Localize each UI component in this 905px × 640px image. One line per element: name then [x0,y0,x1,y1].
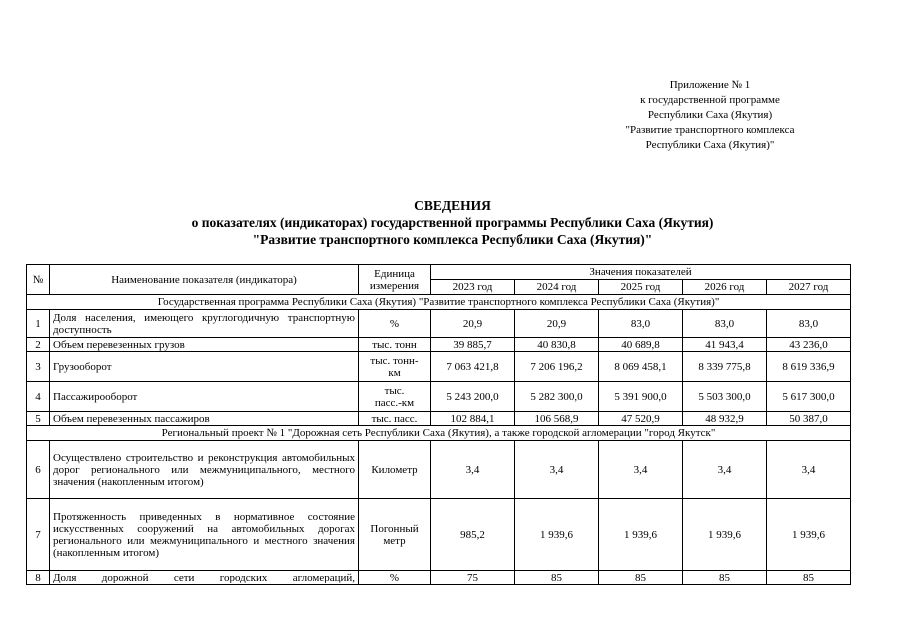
table-row [27,412,851,426]
appendix-line: к государственной программе [640,94,780,106]
row-name: Доля населения, имеющего круглогодичную транспортную доступность [50,310,359,338]
row-value: 85 [683,571,767,585]
row-value: 50 387,0 [767,412,851,426]
row-value: 8 069 458,1 [599,352,683,382]
row-value: 8 339 775,8 [683,352,767,382]
row-name: Грузооборот [50,352,359,382]
section-row [27,295,851,310]
row-value: 5 391 900,0 [599,382,683,412]
header-values: Значения показателей [431,265,851,280]
document-title [0,197,905,248]
appendix-line: Республики Саха (Якутия)" [645,139,775,151]
row-value: 1 939,6 [599,499,683,571]
row-value: 47 520,9 [599,412,683,426]
row-value: 102 884,1 [431,412,515,426]
row-value: 40 689,8 [599,338,683,352]
row-unit: Километр [359,441,431,499]
row-num: 7 [27,499,50,571]
header-year: 2023 год [431,280,515,295]
appendix-block [560,78,860,153]
row-value: 5 503 300,0 [683,382,767,412]
table-row [27,499,851,571]
header-year: 2025 год [599,280,683,295]
row-value: 41 943,4 [683,338,767,352]
row-value: 5 282 300,0 [515,382,599,412]
row-value: 75 [431,571,515,585]
row-value: 43 236,0 [767,338,851,352]
row-value: 8 619 336,9 [767,352,851,382]
row-num: 2 [27,338,50,352]
row-value: 7 206 196,2 [515,352,599,382]
row-value: 3,4 [767,441,851,499]
row-value: 5 243 200,0 [431,382,515,412]
row-value: 1 939,6 [767,499,851,571]
row-num: 1 [27,310,50,338]
section-title: Государственная программа Республики Саха (Якутия) "Развитие транспортного комплекса Республики Саха (Якутия)" [27,295,851,310]
row-unit: Погонный метр [359,499,431,571]
row-value: 3,4 [683,441,767,499]
row-value: 20,9 [515,310,599,338]
table-row [27,382,851,412]
row-name: Пассажирооборот [50,382,359,412]
row-value: 3,4 [599,441,683,499]
row-unit: % [359,571,431,585]
row-unit: % [359,310,431,338]
appendix-line: Приложение № 1 [669,79,751,91]
row-value: 5 617 300,0 [767,382,851,412]
row-value: 7 063 421,8 [431,352,515,382]
row-unit: тыс. пасс. [359,412,431,426]
row-value: 1 939,6 [515,499,599,571]
table-row [27,352,851,382]
table-row [27,441,851,499]
row-value: 3,4 [431,441,515,499]
appendix-line: Республики Саха (Якутия) [647,109,773,121]
section-row [27,426,851,441]
row-value: 3,4 [515,441,599,499]
header-num: № [27,265,50,295]
row-value: 83,0 [767,310,851,338]
indicators-table [26,264,851,585]
row-value: 85 [767,571,851,585]
row-name-cell [50,571,359,585]
table-row [27,338,851,352]
row-value: 985,2 [431,499,515,571]
appendix-line: "Развитие транспортного комплекса [625,124,795,136]
row-value: 40 830,8 [515,338,599,352]
row-value: 1 939,6 [683,499,767,571]
row-unit: тыс. тонн-км [359,352,431,382]
row-value: 20,9 [431,310,515,338]
header-row [27,265,851,280]
table-row [27,310,851,338]
row-name: Объем перевезенных пассажиров [50,412,359,426]
row-value: 106 568,9 [515,412,599,426]
row-num: 8 [27,571,50,585]
row-unit: тыс. пасс.-км [359,382,431,412]
row-name: Объем перевезенных грузов [50,338,359,352]
row-value: 83,0 [683,310,767,338]
row-name: Осуществлено строительство и реконструкция автомобильных дорог регионального или межмуниципального, местного значения (накопленным итогом) [50,441,359,499]
row-unit: тыс. тонн [359,338,431,352]
header-year: 2024 год [515,280,599,295]
title-line: СВЕДЕНИЯ [414,198,491,213]
section-title: Региональный проект № 1 "Дорожная сеть Республики Саха (Якутия), а также городской агломерации "город Якутск" [27,426,851,441]
row-name: Протяженность приведенных в нормативное состояние искусственных сооружений на автомобильных дорогах регионального или межмуниципального и местного значения (накопленным итогом) [50,499,359,571]
table-row [27,571,851,585]
row-value: 85 [599,571,683,585]
row-value: 85 [515,571,599,585]
row-num: 3 [27,352,50,382]
title-line: "Развитие транспортного комплекса Республики Саха (Якутия)" [252,232,653,247]
row-value: 48 932,9 [683,412,767,426]
row-value: 83,0 [599,310,683,338]
row-num: 6 [27,441,50,499]
header-year: 2027 год [767,280,851,295]
header-year: 2026 год [683,280,767,295]
row-num: 5 [27,412,50,426]
row-num: 4 [27,382,50,412]
title-line: о показателях (индикаторах) государственной программы Республики Саха (Якутия) [191,215,714,230]
row-name: Доля дорожной сети городских агломераций, [53,572,355,583]
header-unit: Единица измерения [359,265,431,295]
row-value: 39 885,7 [431,338,515,352]
header-name: Наименование показателя (индикатора) [50,265,359,295]
